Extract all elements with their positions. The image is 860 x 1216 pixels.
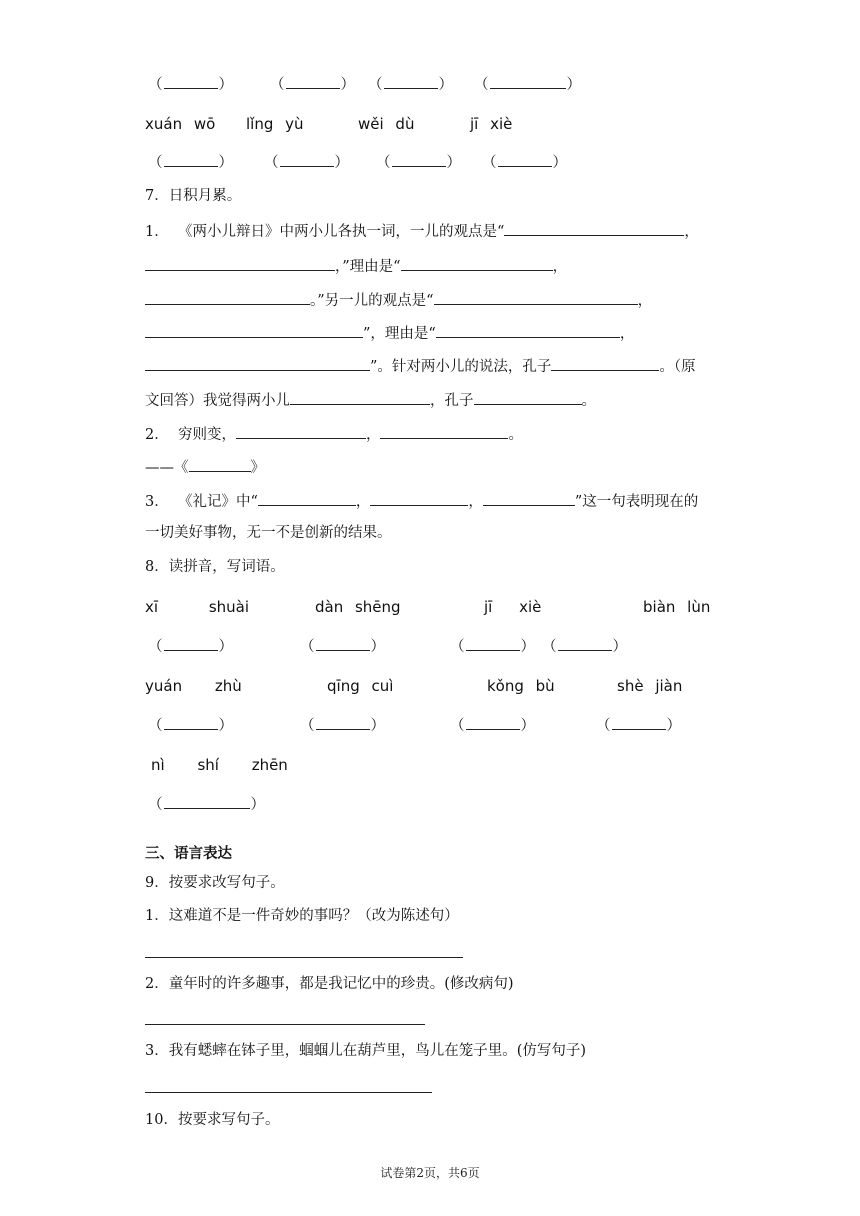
fill-blank[interactable] — [290, 389, 430, 405]
question-10-heading: 10．按要求写句子。 — [145, 1112, 280, 1128]
question-8-heading: 8．读拼音，写词语。 — [145, 559, 285, 575]
q7-item3-line2: 一切美好事物，无一不是创新的结果。 — [145, 525, 392, 541]
fill-blank[interactable] — [483, 490, 575, 506]
fill-blank[interactable] — [236, 423, 366, 439]
pinyin-label: xuán wō — [145, 115, 216, 133]
pinyin-label: yuán zhù — [145, 677, 242, 695]
fill-blank[interactable] — [189, 456, 251, 472]
answer-box[interactable]: （ ） — [376, 151, 461, 173]
q9-item1: 1．这难道不是一件奇妙的事吗？（改为陈述句） — [145, 908, 459, 924]
answer-line[interactable] — [145, 957, 463, 958]
answer-box[interactable]: （ ） — [148, 714, 233, 736]
fill-blank[interactable] — [258, 490, 356, 506]
q7-item1-line3: 。”另一儿的观点是“ ， — [145, 289, 652, 311]
q9-item2: 2．童年时的许多趣事，都是我记忆中的珍贵。(修改病句) — [145, 976, 514, 992]
q7-item1-line4: ”，理由是“ ， — [145, 322, 634, 344]
fill-blank[interactable] — [474, 389, 582, 405]
answer-box[interactable]: （ ） — [542, 635, 627, 657]
pinyin-label: kǒng bù — [487, 677, 555, 695]
question-9-heading: 9．按要求改写句子。 — [145, 875, 285, 891]
pinyin-label: jī xiè — [484, 598, 542, 616]
fill-blank[interactable] — [145, 255, 335, 271]
pinyin-label: shè jiàn — [617, 677, 683, 695]
pinyin-label: lǐng yù — [246, 115, 304, 133]
fill-blank[interactable] — [401, 255, 553, 271]
fill-blank[interactable] — [145, 289, 310, 305]
pinyin-label: wěi dù — [358, 115, 415, 133]
pinyin-label: jī xiè — [470, 115, 513, 133]
pinyin-label: qīng cuì — [327, 677, 394, 695]
answer-line[interactable] — [145, 1024, 425, 1025]
q9-item3: 3．我有蟋蟀在钵子里，蝈蝈儿在葫芦里，鸟儿在笼子里。(仿写句子) — [145, 1043, 587, 1059]
fill-blank[interactable] — [370, 490, 468, 506]
answer-box[interactable]: （ ） — [300, 714, 385, 736]
answer-box[interactable]: （ ） — [264, 151, 349, 173]
pinyin-label: dàn shēng — [315, 598, 401, 616]
fill-blank[interactable] — [380, 423, 508, 439]
answer-box[interactable]: （ ） — [482, 151, 567, 173]
answer-box[interactable]: （ ） — [270, 73, 355, 95]
answer-box[interactable]: （ ） — [148, 635, 233, 657]
answer-line[interactable] — [145, 1092, 432, 1093]
pinyin-label: biàn lùn — [643, 598, 711, 616]
q7-item1-line6: 文回答）我觉得两小儿 ，孔子 。 — [145, 389, 596, 411]
answer-box[interactable]: （ ） — [596, 714, 681, 736]
q7-item2: 2． 穷则变， ， 。 — [145, 423, 523, 445]
answer-box[interactable]: （ ） — [148, 793, 265, 815]
answer-box[interactable]: （ ） — [148, 73, 233, 95]
q7-item3-line1: 3． 《礼记》中“ ， ， ”这一句表明现在的 — [145, 490, 698, 512]
fill-blank[interactable] — [551, 355, 659, 371]
section-heading: 三、语言表达 — [145, 845, 232, 862]
q7-item1-line2: ，”理由是“ ， — [145, 255, 567, 277]
answer-box[interactable]: （ ） — [474, 73, 581, 95]
question-7-heading: 7．日积月累。 — [145, 188, 242, 204]
fill-blank[interactable] — [434, 289, 638, 305]
fill-blank[interactable] — [145, 355, 370, 371]
answer-box[interactable]: （ ） — [450, 714, 535, 736]
q7-item1-line5: ”。针对两小儿的说法，孔子 。（原 — [145, 355, 696, 377]
q7-item1-line1: 1． 《两小儿辩日》中两小儿各执一词，一儿的观点是“ ， — [145, 220, 699, 242]
fill-blank[interactable] — [504, 220, 684, 236]
page-footer: 试卷第2页，共6页 — [380, 1166, 480, 1180]
fill-blank[interactable] — [436, 322, 620, 338]
q7-item2-source: ——《 》 — [145, 456, 265, 478]
pinyin-label: nì shí zhēn — [151, 756, 288, 774]
answer-box[interactable]: （ ） — [148, 151, 233, 173]
fill-blank[interactable] — [145, 322, 363, 338]
answer-box[interactable]: （ ） — [368, 73, 453, 95]
answer-box[interactable]: （ ） — [450, 635, 535, 657]
answer-box[interactable]: （ ） — [300, 635, 385, 657]
pinyin-label: xī shuài — [145, 598, 250, 616]
